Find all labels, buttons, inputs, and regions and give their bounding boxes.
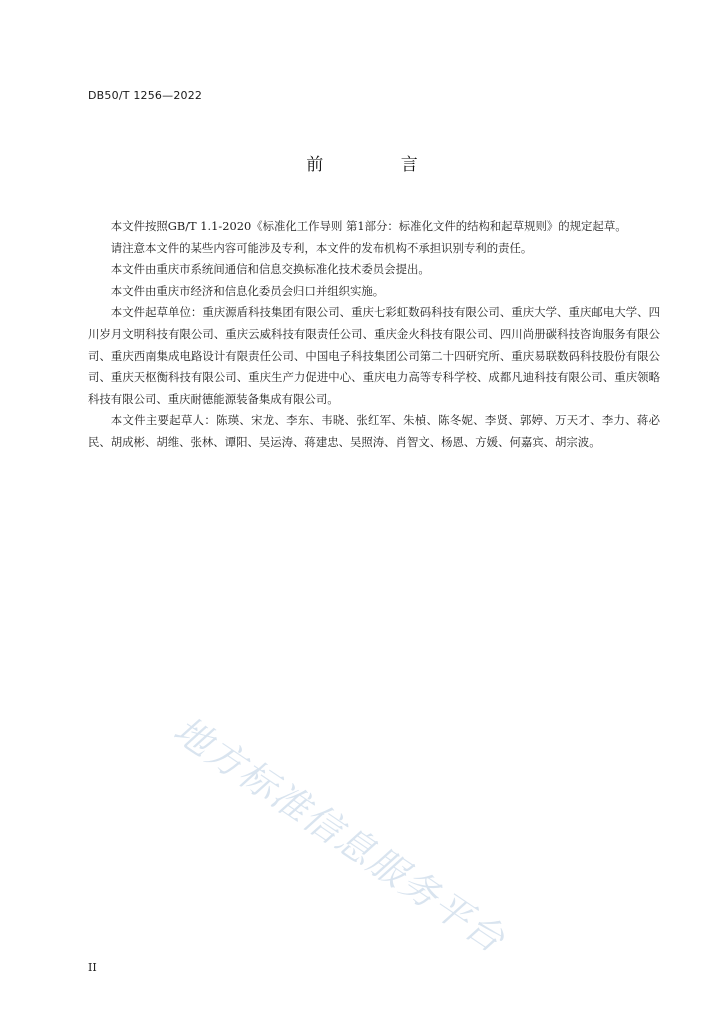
paragraph-proposer: 本文件由重庆市系统间通信和信息交换标准化技术委员会提出。 — [110, 262, 430, 277]
watermark-text: 地方标准信息服务平台 — [166, 708, 514, 962]
foreword-body — [88, 216, 660, 454]
paragraph-drafting-units: 本文件起草单位：重庆源盾科技集团有限公司、重庆七彩虹数码科技有限公司、重庆大学、重庆邮电大学、四川岁月文明科技有限公司、重庆云威科技有限责任公司、重庆金火科技有限公司、四川尚册碳科技咨询服务有限公司、重庆西南集成电路设计有限责任公司、中国电子科技集团公司第二十四研究所、重庆易联数码科技股份有限公司、重庆天枢衡科技有限公司、重庆生产力促进中心、重庆电力高等专科学校、成都凡迪科技有限公司、重庆领略科技有限公司、重庆耐德能源装备集成有限公司。 — [88, 305, 660, 406]
paragraph-administrator: 本文件由重庆市经济和信息化委员会归口并组织实施。 — [110, 283, 385, 298]
section-title: 前 言 — [306, 155, 454, 175]
paragraph-drafters: 本文件主要起草人：陈瑛、宋龙、李东、韦晓、张红军、朱楨、陈冬妮、李贤、郭婷、万天才、李力、蒋必民、胡成彬、胡维、张林、谭阳、吴运涛、蒋建忠、吴照涛、肖智文、杨恩、方媛、何嘉宾、胡宗波。 — [88, 413, 660, 449]
paragraph-drafting-rules: 本文件按照GB/T 1.1-2020《标准化工作导则 第1部分：标准化文件的结构和起草规则》的规定起草。 — [110, 219, 627, 233]
document-code: DB50/T 1256—2022 — [88, 89, 203, 102]
page-number: II — [88, 961, 97, 974]
paragraph-patent-notice: 请注意本文件的某些内容可能涉及专利，本文件的发布机构不承担识别专利的责任。 — [110, 240, 533, 255]
